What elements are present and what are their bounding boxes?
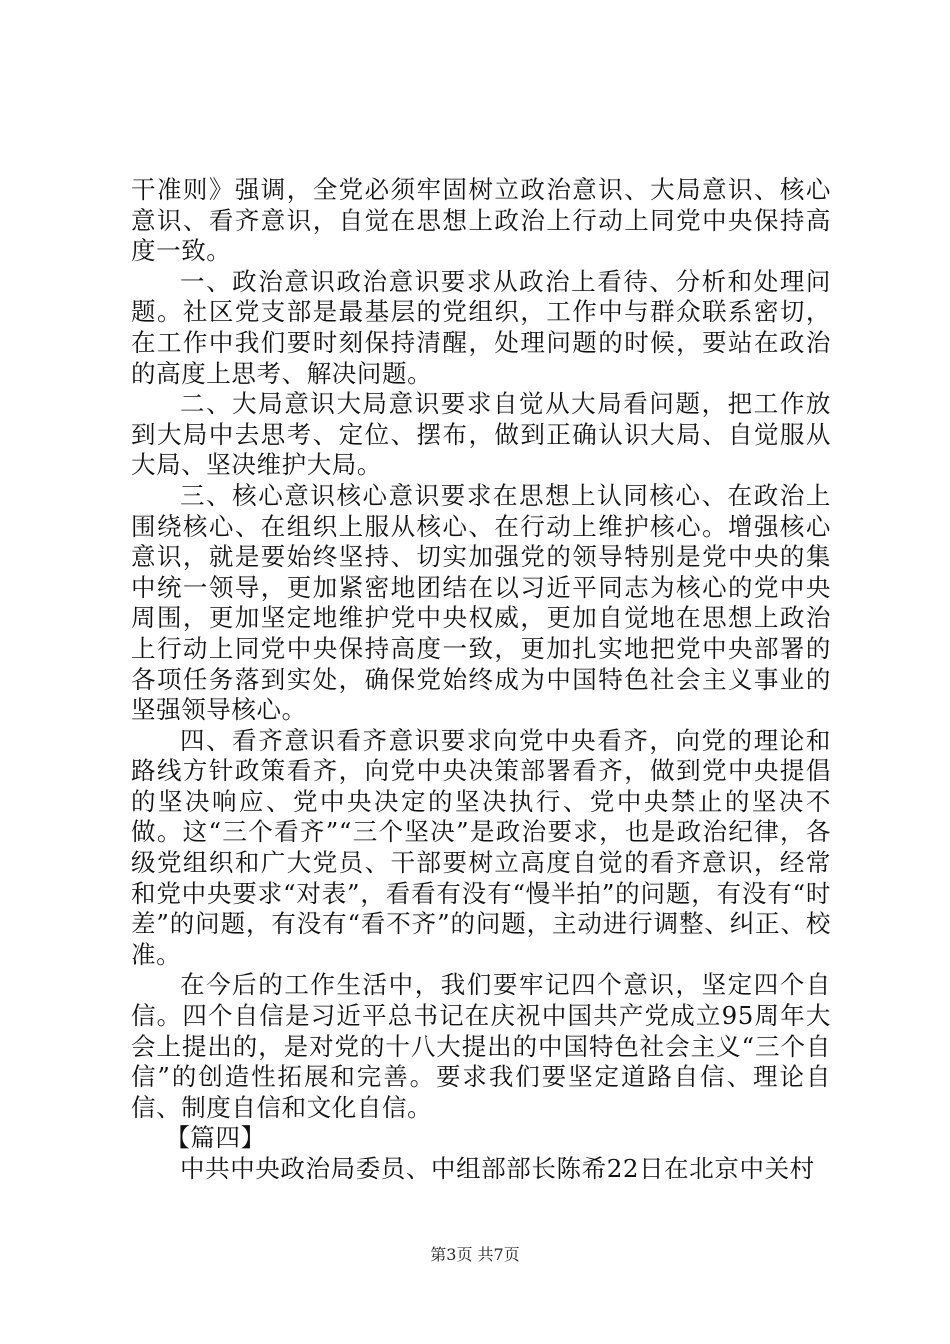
paragraph-intro: 干准则》强调，全党必须牢固树立政治意识、大局意识、核心意识、看齐意识，自觉在思想上政治上行动上同党中央保持高度一致。: [131, 175, 831, 266]
paragraph-alignment-awareness: 四、看齐意识看齐意识要求向党中央看齐，向党的理论和路线方针政策看齐，向党中央决策部署看齐，做到党中央提倡的坚决响应、党中央决定的坚决执行、党中央禁止的坚决不做。这“三个看齐”“三个坚决”是政治要求，也是政治纪律，各级党组织和广大党员、干部要树立高度自觉的看齐意识，经常和党中央要求“对表”，看看有没有“慢半拍”的问题，有没有“时差”的问题，有没有“看不齐”的问题，主动进行调整、纠正、校准。: [131, 725, 831, 969]
section-heading: 【篇四】: [165, 1123, 266, 1153]
paragraph-next-section: 中共中央政治局委员、中组部部长陈希22日在北京中关村: [180, 1154, 815, 1183]
paragraph-overall-awareness: 二、大局意识大局意识要求自觉从大局看问题，把工作放到大局中去思考、定位、摆布，做到正确认识大局、自觉服从大局、坚决维护大局。: [131, 389, 831, 480]
page-number-footer: 第3页 共7页: [430, 1245, 520, 1264]
paragraph-core-awareness: 三、核心意识核心意识要求在思想上认同核心、在政治上围绕核心、在组织上服从核心、在行动上维护核心。增强核心意识，就是要始终坚持、切实加强党的领导特别是党中央的集中统一领导，更加紧密地团结在以习近平同志为核心的党中央周围，更加坚定地维护党中央权威，更加自觉地在思想上政治上行动上同党中央保持高度一致，更加扎实地把党中央部署的各项任务落到实处，确保党始终成为中国特色社会主义事业的坚强领导核心。: [131, 480, 831, 725]
paragraph-conclusion: 在今后的工作生活中，我们要牢记四个意识，坚定四个自信。四个自信是习近平总书记在庆祝中国共产党成立95周年大会上提出的，是对党的十八大提出的中国特色社会主义“三个自信”的创造性拓展和完善。要求我们要坚定道路自信、理论自信、制度自信和文化自信。: [131, 970, 831, 1122]
paragraph-political-awareness: 一、政治意识政治意识要求从政治上看待、分析和处理问题。社区党支部是最基层的党组织，工作中与群众联系密切，在工作中我们要时刻保持清醒，处理问题的时候，要站在政治的高度上思考、解决问题。: [131, 266, 831, 388]
document-body: [131, 175, 831, 1185]
